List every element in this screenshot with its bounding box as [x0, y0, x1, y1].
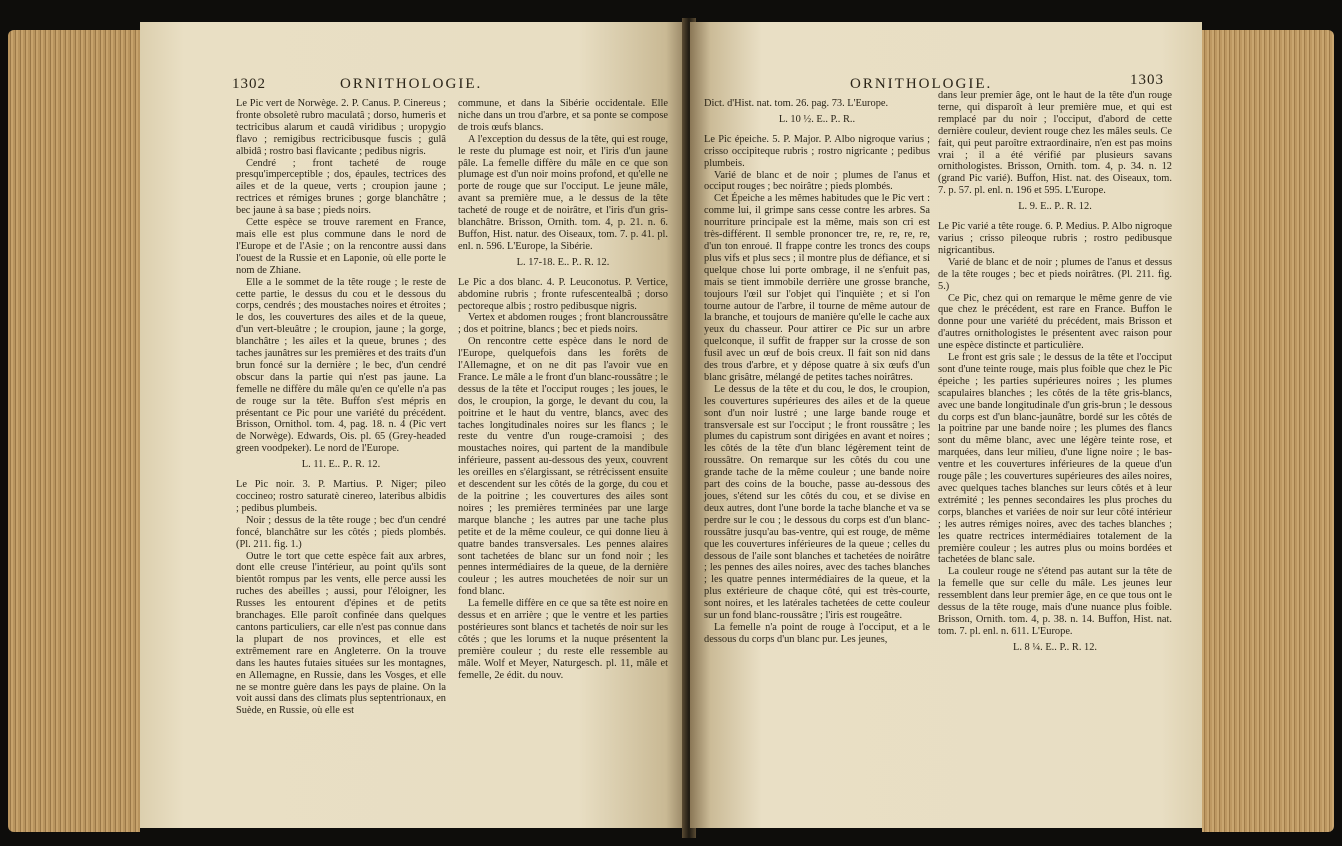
species-entry: Le Pic vert de Norwège. 2. P. Canus. P. Cinereus ; fronte obsoletè rubro maculatâ ; dorso, humeris et tectricibus alarum et caudâ viridibus ; uropygio flavo ; remigibus rectricibusque fuscis ; gulâ albidâ ; rostro basi flavicante ; pedibus nigris.	[236, 98, 446, 157]
paragraph: Le dessus de la tête et du cou, le dos, le croupion, les couvertures supérieures des ailes et de la queue sont d'un noir lustré ; une large bande rouge et transversale est sur l'occiput ; le front roussâtre ; les plumes du capistrum sont dirigées en avant et noires ; les côtés de la tête d'un blanc légèrement teint de roussâtre. On remarque sur les côtés du cou une grande tache de la même couleur ; une bande noire part des coins de la bouche, passe au-dessous des joues, s'étend sur les côtés du cou, et se divise en deux autres, dont l'une borde la tache blanche et va se perdre sur le cou ; le dessous du corps est d'un blanc-roussâtre jusqu'au bas-ventre, qui est rouge, de même que les couvertures inférieures de la queue ; celles du dessous de l'aile sont blanches et tachetées de noirâtre ; les pennes des ailes noires, avec des taches blanches ; les quatre pennes intermédiaires de la queue, et la plus extérieure de chaque côté, qui est très-courte, sont noires, et les latérales tachetées de cette couleur sur un fond blanc-roussâtre ; l'iris est rougeâtre.	[704, 383, 930, 622]
left-page-edges	[8, 30, 140, 832]
open-book	[8, 18, 1334, 838]
page-number: 1303	[1130, 72, 1164, 88]
species-entry: Le Pic noir. 3. P. Martius. P. Niger; pileo coccineo; rostro saturatè cinereo, lateribus albidis ; pedibus plumbeis.	[236, 479, 446, 514]
paragraph: Ce Pic, chez qui on remarque le même genre de vie que chez le précédent, est rare en France. Buffon le donne pour une variété du précédent, mais Brisson et d'autres ornithologistes le présentent avec raison pour une espèce distincte et particulière.	[938, 292, 1172, 352]
left-column-1	[236, 98, 446, 717]
measurement-line: L. 9. E.. P.. R. 12.	[1018, 201, 1092, 213]
paragraph: Elle a le sommet de la tête rouge ; le reste de cette partie, le dessus du cou et le dessous du corps, cendrés ; des moustaches noires et étroites ; le dos, les couvertures des ailes et de la queue, d'un vert-bleuâtre ; le croupion, jaune ; la gorge, blanchâtre ; les ailes et la queue, brunes ; des taches jaunâtres sur les premières et des traits d'un brun foncé sur la dernière ; le bec, d'un cendré obscur dans la partie qui n'est pas jaune. La femelle ne diffère du mâle qu'en ce qu'elle n'a pas de rouge sur la tête. Buffon s'est mépris en présentant ce Pic pour une variété du précédent. Brisson, Ornithol. tom. 4, pag. 18. n. 4 (Pic vert de Norwège). Edwards, Ois. pl. 65 (Grey-headed green voodpeker). Le nord de l'Europe.	[236, 276, 446, 455]
paragraph: Dict. d'Hist. nat. tom. 26. pag. 73. L'Europe.	[704, 98, 889, 109]
paragraph: Outre le tort que cette espèce fait aux arbres, dont elle creuse l'intérieur, au point qu'ils sont bientôt rompus par les vents, elle perce aussi les ruches des abeilles ; aussi, pour l'éloigner, les Russes les entourent d'épines et de petits branchages. Elle paroît confinée dans quelques cantons particuliers, car elle n'est pas connue dans la plupart de nos provinces, et elle est extrêmement rare en Angleterre. On la trouve dans les hautes futaies situées sur les montagnes, en Allemagne, en Russie, dans les Vosges, et elle ne se montre guère dans les pays de plaine. On la voit aussi dans des climats plus septentrionaux, en Suède, en Russie, où elle est	[236, 550, 446, 717]
running-head: ORNITHOLOGIE.	[850, 76, 993, 92]
paragraph: Cendré ; front tacheté de rouge presqu'imperceptible ; dos, épaules, tectrices des ailes et de la queue, verts ; croupion jaune ; rectrices et rémiges brunes ; gorge blanchâtre ; bec jaune à sa base ; pieds noirs.	[236, 157, 446, 217]
measurement-line: L. 17-18. E.. P.. R. 12.	[516, 256, 610, 268]
paragraph: La femelle n'a point de rouge à l'occiput, et a le dessous du corps d'un blanc pur. Les jeunes,	[704, 621, 930, 645]
paragraph: Le front est gris sale ; le dessus de la tête et l'occiput sont d'une teinte rouge, mais plus foible que chez le Pic épeiche ; les parties supérieures noires ; les plumes scapulaires blanches ; les côtés de la tête gris-blancs, avec une bande longitudinale d'un gris-brun ; le dessous du corps est d'un blanc-jaunâtre, bordé sur les côtés de la poitrine par une bande noire ; les plumes des flancs sont du même blanc, avec une légère teinte rose, et marquées, dans leur milieu, d'une ligne noire ; le bas-ventre et les couvertures inférieures de la queue d'un rouge pâle ; les couvertures supérieures des ailes noires, avec quelques taches blanches sur leurs côtés et à leur extrémité ; les pennes secondaires les plus proches du corps, blanches et variées de noir sur leur côté intérieur ; les autres rémiges noires, avec des taches blanches ; les quatre rectrices intermédiaires totalement de la première couleur ; les autres plus ou moins bordées et tachetées de blanc sale.	[938, 352, 1172, 566]
paragraph: Varié de blanc et de noir ; plumes de l'anus et occiput rouges ; bec noirâtre ; pieds plombés.	[704, 169, 930, 193]
paragraph: La femelle diffère en ce que sa tête est noire en dessus et en arrière ; que le ventre et les parties postérieures sont blancs et tachetés de noir sur les côtés ; que les lorums et la nuque présentent la première couleur ; du reste elle ressemble au mâle. Wolf et Meyer, Naturgesch. pl. 11, mâle et femelle, 2e édit. du nouv.	[458, 598, 668, 681]
paragraph: Varié de blanc et de noir ; plumes de l'anus et dessus de la tête rouges ; bec et pieds noirâtres. (Pl. 211. fig. 5.)	[938, 256, 1172, 292]
paragraph: La couleur rouge ne s'étend pas autant sur la tête de la femelle que sur celle du mâle. Les jeunes leur ressemblent dans leur premier âge, en ce que tous ont le dessus de la tête rouge, mais d'une nuance plus foible. Brisson, Ornith. tom. 4, p. 38. n. 14. Buffon, Hist. nat. tom. 7. pl. enl. n. 611. L'Europe.	[938, 566, 1172, 637]
running-head: ORNITHOLOGIE.	[340, 76, 483, 92]
left-page	[140, 22, 688, 828]
paragraph: On rencontre cette espèce dans le nord de l'Europe, quelquefois dans les forêts de l'Allemagne, et on ne dit pas l'avoir vue en France. Le mâle a le front d'un blanc-roussâtre ; le dessus de la tête et l'occiput rouges ; les joues, le dos, le croupion, la gorge, le devant du cou, la poitrine et le haut du ventre, blancs, avec des taches longitudinales noires sur les flancs ; le reste du ventre d'un rouge-cramoisi ; des moustaches noires, qui partent de la mandibule inférieure, passent au-dessous des yeux, couvrent les oreilles en s'élargissant, se rétrécissent ensuite et descendent sur les côtés de la gorge, du cou et de la poitrine ; les couvertures des ailes sont noires ; les premières terminées par une large marque blanche ; les autres par une tache plus petite et de la même couleur, ce qui donne lieu à quatre bandes transversales. Les pennes alaires sont tachetées de blanc sur un fond noir ; les pennes intermédiaires de la queue, de la dernière couleur ; les autres mouchetées de noir sur un fond blanc.	[458, 336, 668, 598]
paragraph: Noir ; dessus de la tête rouge ; bec d'un cendré foncé, blanchâtre sur les côtés ; pieds plombés. (Pl. 211. fig. 1.)	[236, 514, 446, 550]
left-column-2	[458, 98, 668, 682]
paragraph: commune, et dans la Sibérie occidentale. Elle niche dans un trou d'arbre, et sa ponte se compose de trois œufs blancs.	[458, 98, 668, 133]
paragraph: Cet Épeiche a les mêmes habitudes que le Pic vert : comme lui, il grimpe sans cesse contre les arbres. Sa nourriture principale est la même, mais son cri est très-différent. Il semble prononcer tre, re, re, re, re, d'un ton enroué. Il frappe contre les troncs des coups plus vifs et plus secs ; il montre plus de défiance, et si quelque chose lui porte ombrage, il ne s'enfuit pas, mais se tient immobile derrière une grosse branche, toujours l'œil sur l'objet qui l'inquiète ; et si l'on tourne autour de l'arbre, il tourne de même autour de la branche, et toujours de manière qu'elle le cache aux yeux du chasseur. Pour attirer ce Pic sur un arbre quelconque, il suffit de frapper sur la crosse de son fusil avec un œuf de bois creux. Il fait son nid dans des trous d'arbre, et y dépose quatre à six œufs d'un blanc grisâtre, mélangé de petites taches noirâtres.	[704, 193, 930, 383]
page-number: 1302	[232, 76, 266, 92]
right-column-1	[704, 98, 930, 646]
measurement-line: L. 10 ½. E.. P.. R..	[778, 113, 856, 125]
species-entry: Le Pic épeiche. 5. P. Major. P. Albo nigroque varius ; crisso occipiteque rubris ; rostro nigricante ; pedibus plumbeis.	[704, 133, 930, 169]
measurement-line: L. 11. E.. P.. R. 12.	[301, 459, 381, 471]
paragraph: dans leur premier âge, ont le haut de la tête d'un rouge terne, qui disparoît à leur première mue, et qui est remplacé par du noir ; l'occiput, d'abord de cette dernière couleur, devient rouge chez les mâles seuls. Ce fait, qui peut paroître extraordinaire, n'en est pas moins vrai ; il a été vérifié par plusieurs savans ornithologistes. Brisson, Ornith. tom. 4, p. 34. n. 12 (grand Pic varié). Buffon, Hist. nat. des Oiseaux, tom. 7. p. 57. pl. enl. n. 196 et 595. L'Europe.	[938, 90, 1172, 197]
paragraph: Cette espèce se trouve rarement en France, mais elle est plus commune dans le nord de l'Europe et de l'Asie ; on la rencontre aussi dans l'ouest de la Russie et en Laponie, où elle porte le nom de Zhiane.	[236, 217, 446, 276]
species-entry: Le Pic varié a tête rouge. 6. P. Medius. P. Albo nigroque varius ; crisso pileoque rubris ; rostro pedibusque nigricantibus.	[938, 221, 1172, 256]
paragraph: A l'exception du dessus de la tête, qui est rouge, le reste du plumage est noir, et l'iris d'un jaune pâle. La femelle diffère du mâle en ce que son plumage est d'un noir moins profond, et qu'elle ne porte de rouge que sur l'occiput. Le jeune mâle, avant sa première mue, a le dessus de la tête tacheté de rouge et de noirâtre, et l'iris d'un gris-blanchâtre. Brisson, Ornith. tom. 4, p. 21. n. 6. Buffon, Hist. natur. des Oiseaux, tom. 7. p. 41. pl. enl. n. 596. L'Europe, la Sibérie.	[458, 133, 668, 252]
right-page	[690, 22, 1202, 828]
species-entry: Le Pic a dos blanc. 4. P. Leuconotus. P. Vertice, abdomine rubris ; fronte rufescentealbâ ; dorso pectoreque albis ; rostro pedibusque nigris.	[458, 276, 668, 312]
right-column-2	[938, 90, 1172, 662]
paragraph: Vertex et abdomen rouges ; front blancroussâtre ; dos et poitrine, blancs ; bec et pieds noirs.	[458, 312, 668, 336]
right-page-edges	[1202, 30, 1334, 832]
measurement-line: L. 8 ¼. E.. P.. R. 12.	[1013, 641, 1097, 653]
